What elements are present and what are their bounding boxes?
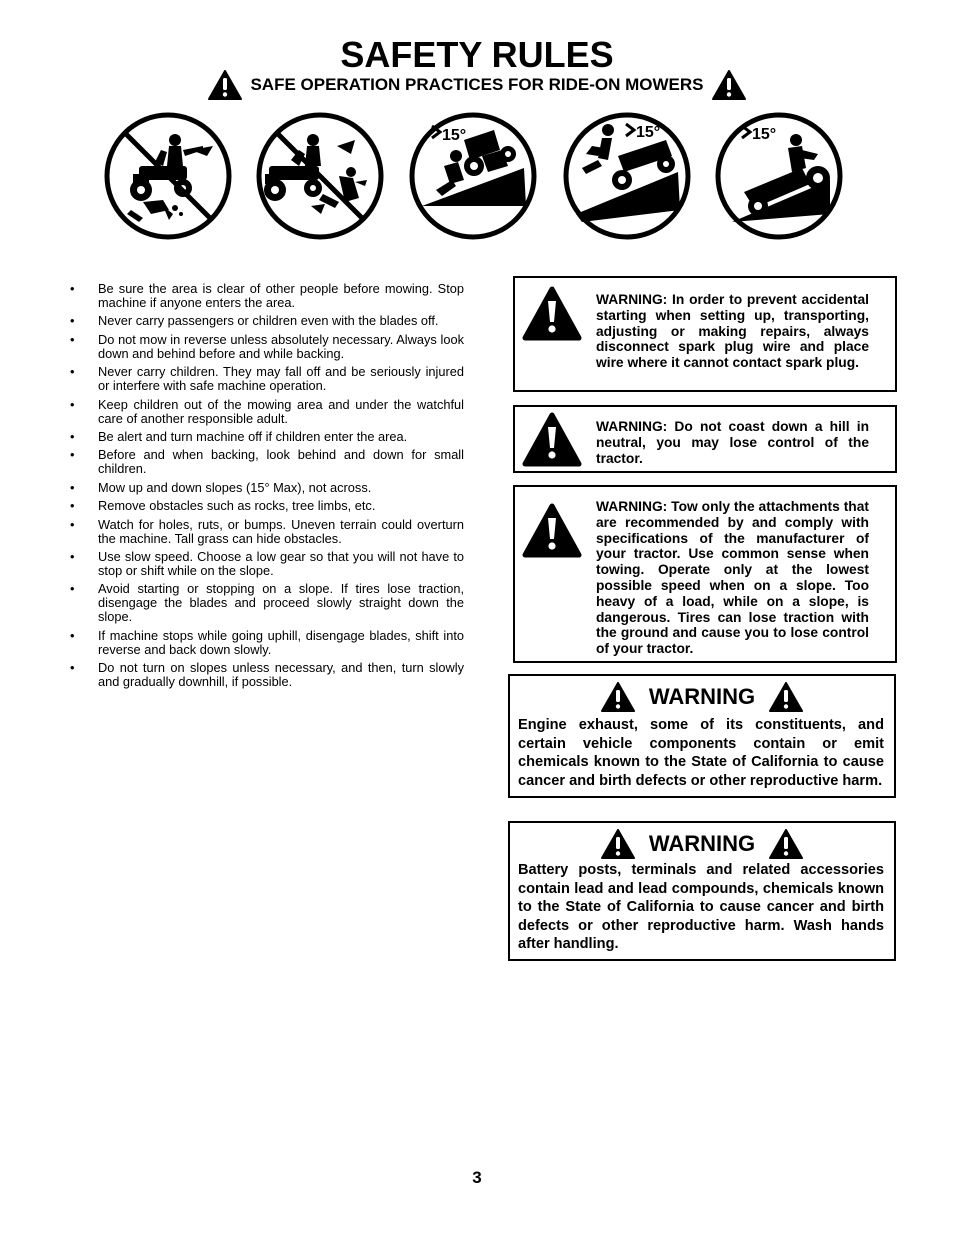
page-number: 3 xyxy=(472,1168,482,1187)
no-bystanders-mower-icon xyxy=(103,110,233,242)
warning-box-coast-hill xyxy=(513,405,897,473)
slope-rollover-rider-icon xyxy=(562,110,692,242)
warning-box-towing xyxy=(513,485,897,663)
warning-heading: WARNING xyxy=(648,684,756,709)
page-title: SAFETY RULES xyxy=(340,34,614,75)
list-item: • Mow up and down slopes (15° Max), not across. xyxy=(66,481,464,495)
slope-angle-label: 15° xyxy=(752,126,777,143)
warning-text: Engine exhaust, some of its constituents, and certain vehicle components contain or emit chemicals known to the State of California to cause cancer and birth defects or other reproductive harm. xyxy=(518,717,884,789)
california-warning-exhaust xyxy=(508,674,896,798)
list-item: • Before and when backing, look behind and down for small children. xyxy=(66,448,464,476)
warning-triangle-icon xyxy=(522,503,582,559)
warning-box-spark-plug xyxy=(513,276,897,392)
list-item: • Be alert and turn machine off if children enter the area. xyxy=(66,430,464,444)
warning-text: WARNING: Tow only the attachments that are recommended by and comply with specifications of the manufacturer of your tractor. Use common sense when towing. Operate only at the lowest possible speed when on a slope. Too heavy of a load, while on a slope, is dangerous. Tires can lose traction with the ground and cause you to lose control of your tractor. xyxy=(596,499,869,657)
warning-triangle-icon xyxy=(522,412,582,468)
list-item: • Be sure the area is clear of other people before mowing. Stop machine if anyone enters the area. xyxy=(66,282,464,310)
warning-heading: WARNING xyxy=(648,831,756,856)
slope-max-mower-icon xyxy=(714,110,844,242)
section-subtitle-row xyxy=(0,70,954,100)
warning-text: WARNING: Do not coast down a hill in neutral, you may lose control of the tractor. xyxy=(596,419,869,466)
warning-heading-row xyxy=(510,682,894,712)
warning-text: Battery posts, terminals and related accessories contain lead and lead compounds, chemicals known to the State of California to cause cancer and birth defects or other reproductive harm. Wash hands after handling. xyxy=(518,862,884,953)
list-item: • Remove obstacles such as rocks, tree limbs, etc. xyxy=(66,499,464,513)
safety-pictograms xyxy=(0,110,954,245)
safety-rules-list xyxy=(66,282,464,693)
warning-triangle-icon xyxy=(522,286,582,342)
list-item: • Do not turn on slopes unless necessary, and then, turn slowly and gradually downhill, if possible. xyxy=(66,661,464,689)
warning-triangle-icon xyxy=(601,829,635,859)
no-passengers-mower-icon xyxy=(255,110,385,242)
list-item: • Avoid starting or stopping on a slope. If tires lose traction, disengage the blades and proceed slowly straight down the slope. xyxy=(66,582,464,624)
slope-tipover-icon xyxy=(408,110,538,242)
list-item: • Keep children out of the mowing area and under the watchful care of another responsible adult. xyxy=(66,398,464,426)
warning-triangle-icon xyxy=(769,682,803,712)
list-item: • Use slow speed. Choose a low gear so that you will not have to stop or shift while on the slope. xyxy=(66,550,464,578)
slope-angle-label: 15° xyxy=(636,124,661,141)
list-item: • Never carry passengers or children even with the blades off. xyxy=(66,314,464,328)
warning-heading-row xyxy=(510,829,894,859)
slope-angle-label: 15° xyxy=(442,127,467,144)
section-subtitle: SAFE OPERATION PRACTICES FOR RIDE-ON MOWERS xyxy=(250,75,704,94)
list-item: • Watch for holes, ruts, or bumps. Uneven terrain could overturn the machine. Tall grass can hide obstacles. xyxy=(66,518,464,546)
list-item: • Never carry children. They may fall off and be seriously injured or interfere with safe machine operation. xyxy=(66,365,464,393)
warning-triangle-icon xyxy=(769,829,803,859)
warning-triangle-icon xyxy=(208,70,242,100)
warning-triangle-icon xyxy=(601,682,635,712)
warning-triangle-icon xyxy=(712,70,746,100)
list-item: • If machine stops while going uphill, disengage blades, shift into reverse and back down slowly. xyxy=(66,629,464,657)
warning-text: WARNING: In order to prevent accidental starting when setting up, transporting, adjusting or making repairs, always disconnect spark plug wire and place wire where it cannot contact spark plug. xyxy=(596,292,869,371)
list-item: • Do not mow in reverse unless absolutely necessary. Always look down and behind before and while backing. xyxy=(66,333,464,361)
california-warning-battery xyxy=(508,821,896,961)
